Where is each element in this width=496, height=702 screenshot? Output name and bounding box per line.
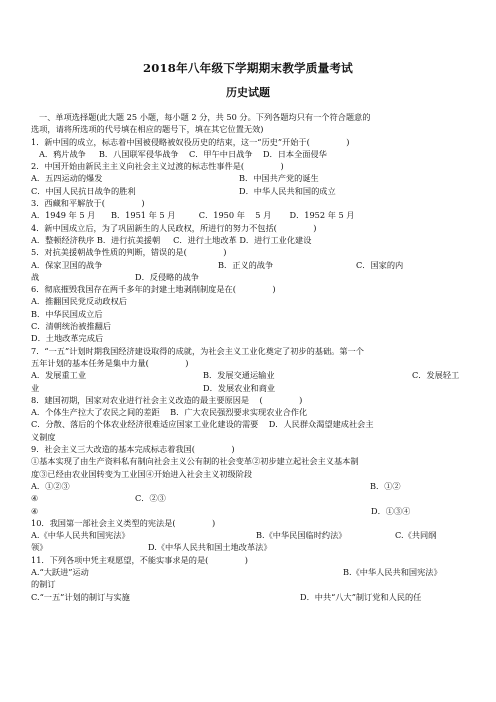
question-5-options-row-1 <box>31 259 467 271</box>
question-section <box>31 111 467 603</box>
option-d: D．发展农业和商业 <box>203 382 276 393</box>
option-a: A.“大跃进”运动 <box>31 566 89 577</box>
question-11-options-row-1 <box>31 566 467 578</box>
question-6-option-d: D．土地改革完成后 <box>31 333 104 344</box>
exam-subtitle: 历史试题 <box>226 86 270 99</box>
option-d: D．①③④ <box>371 505 411 516</box>
question-2-options-row-2 <box>31 185 467 197</box>
question-9-options-row-1 <box>31 480 467 492</box>
instructions-line-2: 选项，请将所选项的代号填在相应的题号下，填在其它位置无效) <box>31 124 264 135</box>
question-4-stem: 4．新中国成立后，为了巩固新生的人民政权，所进行的努力不包括( ) <box>31 222 317 233</box>
question-10-stem: 10．我国第一部社会主义类型的宪法是( ) <box>31 517 216 528</box>
question-9-options-row-3 <box>31 505 467 517</box>
question-4-options: A．整顿经济秩序 B．进行抗美援朝 C．进行土地改革 D．进行工业化建设 <box>31 234 312 245</box>
option-a: A．①②③ <box>31 480 70 491</box>
question-9-stem: 9．社会主义三大改造的基本完成标志着我国( ) <box>31 444 235 455</box>
option-c: C.《共同纲 <box>395 530 437 541</box>
option-c-continued: 业 <box>31 382 40 393</box>
option-b: B.《中华人民共和国宪法》 <box>343 566 442 577</box>
question-6-stem: 6．彻底摧毁我国存在两千多年的封建土地剥削制度是在( ) <box>31 284 276 295</box>
question-8-options-ab: A．个体生产拉大了农民之间的差距 B．广大农民强烈要求实现农业合作化 <box>31 407 308 418</box>
question-8-options-cd-continued: 义制度 <box>31 431 56 442</box>
option-c-continued: 领》 <box>31 542 48 553</box>
question-10-options-row-1 <box>31 529 467 541</box>
option-b-continued: 的制订 <box>31 579 56 590</box>
option-d: D．反侵略的战争 <box>135 271 199 282</box>
question-1-options: A．鸦片战争 B．八国联军侵华战争 C．甲午中日战争 D．日本全面侵华 <box>39 148 327 159</box>
option-c: C.“一五”计划的制订与实施 <box>31 591 130 602</box>
question-9-statements-2: 度③已经由农业国转变为工业国④开始进入社会主义初级阶段 <box>31 468 253 479</box>
question-5-stem: 5．对抗美援朝战争性质的判断，错误的是( ) <box>31 247 227 258</box>
question-6-option-a: A．推翻国民党反动政权后 <box>31 296 127 307</box>
question-1-stem: 1．新中国的成立，标志着中国被侵略被奴役历史的结束，这一“历史”开始于( ) <box>31 136 350 147</box>
question-11-stem: 11．下列各项中凭主观愿望，不能实事求是的是( ) <box>31 554 248 565</box>
option-b-continued: ④ <box>31 493 39 504</box>
question-2-stem: 2．中国开始由新民主主义向社会主义过渡的标志性事件是( ) <box>31 161 284 172</box>
question-7-options-row-2 <box>31 382 467 394</box>
question-9-statements-1: ①基本实现了由生产资料私有制向社会主义公有制的社会变革②初步建立起社会主义基本制 <box>31 456 359 467</box>
option-c: C．②③ <box>135 493 166 504</box>
option-d: D．中共“八大”制订党和人民的任 <box>300 591 422 602</box>
question-10-options-row-2 <box>31 541 467 553</box>
option-c: C．国家的内 <box>356 259 404 270</box>
option-c-continued: 战 <box>31 271 40 282</box>
question-8-options-cd: C．分散、落后的个体农业经济很难适应国家工业化建设的需要 D．人民群众渴望建成社会主 <box>31 419 374 430</box>
option-b: B．发展交通运输业 <box>203 370 275 381</box>
option-c: C．发展轻工 <box>412 370 460 381</box>
instructions-line-1: 一、单项选择题(此大题 25 小题，每小题 2 分，共 50 分。下列各题均只有一个符合题意的 <box>39 112 371 122</box>
question-7-stem-1: 7．“一五”计划时期我国经济建设取得的成就，为社会主义工业化奠定了初步的基础。第一个 <box>31 345 364 356</box>
question-8-stem: 8．建国初期，国家对农业进行社会主义改造的最主要原因是 ( ) <box>31 394 303 405</box>
question-2-options-row-1 <box>31 172 467 184</box>
exam-title: 2018年八年级下学期期末教学质量考试 <box>143 61 353 75</box>
option-a: A．发展重工业 <box>31 370 87 381</box>
option-a: A．保家卫国的战争 <box>31 259 103 270</box>
question-3-stem: 3．西藏和平解放于( ) <box>31 198 145 209</box>
question-7-stem-2: 五年计划的基本任务是集中力量( ) <box>31 357 189 368</box>
option-c-continued: ④ <box>31 505 39 516</box>
option-b: B．正义的战争 <box>218 259 274 270</box>
question-6-option-b: B．中华民国成立后 <box>31 308 103 319</box>
question-5-options-row-2 <box>31 271 467 283</box>
question-3-options: A．1949 年 5 月 B．1951 年 5 月 C．1950 年 5 月 D．1952 年 5 月 <box>31 210 355 221</box>
question-7-options-row-1 <box>31 369 467 381</box>
option-b: B．中国共产党的诞生 <box>239 173 319 184</box>
option-d: D．中华人民共和国的成立 <box>239 185 336 196</box>
question-11-options-row-2 <box>31 578 467 590</box>
option-a: A.《中华人民共和国宪法》 <box>31 530 130 541</box>
option-b: B．①② <box>370 480 401 491</box>
question-9-options-row-2 <box>31 492 467 504</box>
option-a: A．五四运动的爆发 <box>31 173 103 184</box>
option-b: B.《中华民国临时约法》 <box>256 530 347 541</box>
option-d: D.《中华人民共和国土地改革法》 <box>148 542 272 553</box>
question-11-options-row-3 <box>31 591 467 603</box>
question-6-option-c: C．清朝统治被推翻后 <box>31 321 111 332</box>
option-c: C．中国人民抗日战争的胜利 <box>31 185 136 196</box>
